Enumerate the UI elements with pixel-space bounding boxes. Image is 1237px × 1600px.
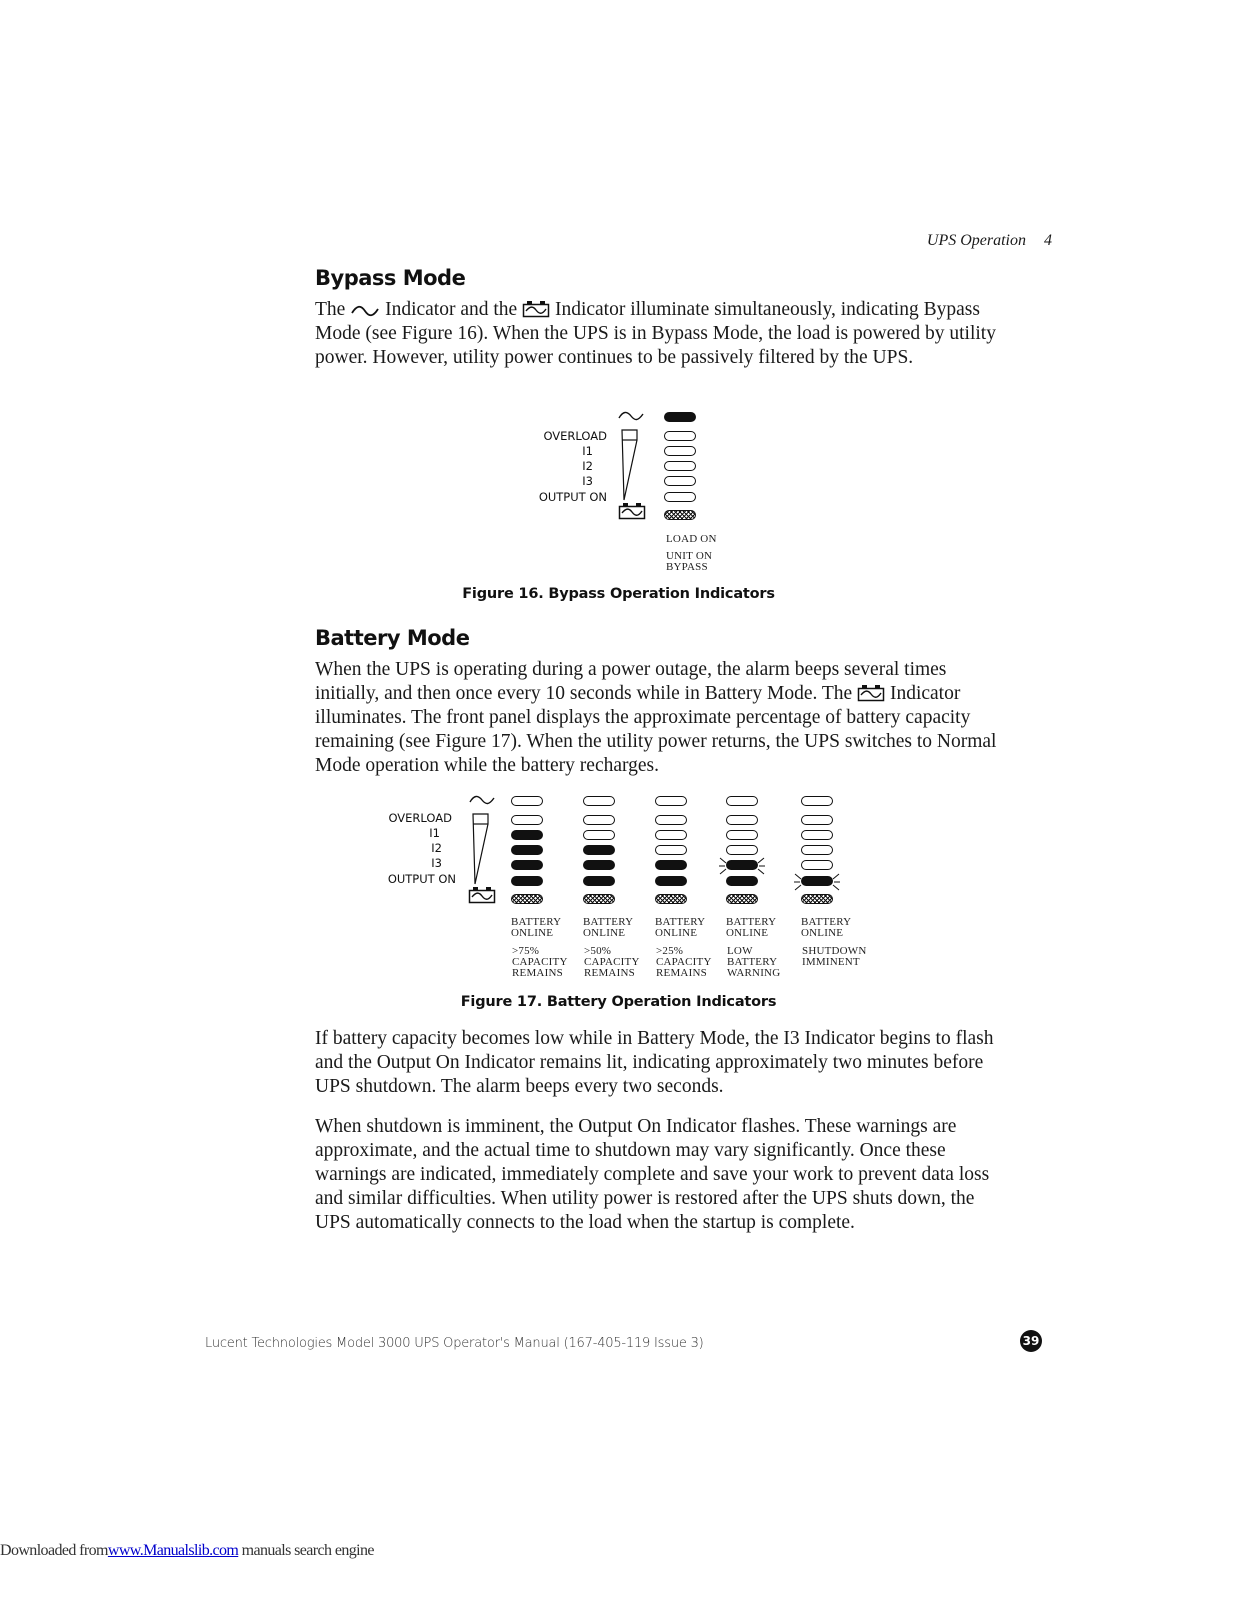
- battery-icon: [857, 684, 885, 702]
- led-indicator-0: [655, 796, 687, 806]
- manualslib-link[interactable]: www.Manualslib.com: [107, 1542, 239, 1559]
- led-indicator-4: [664, 476, 696, 486]
- battery-heading: Battery Mode: [315, 626, 470, 650]
- footer-manual-title: Lucent Technologies Model 3000 UPS Operator's Manual (167-405-119 Issue 3): [205, 1336, 704, 1351]
- download-notice: Downloaded fromwww.Manualslib.com manuals search engine: [0, 1542, 374, 1559]
- led-indicator-5: [583, 876, 615, 886]
- column-status-label: BATTERY ONLINE: [655, 916, 706, 939]
- led-column: [801, 796, 835, 906]
- header-chapter: 4: [1044, 232, 1052, 249]
- column-detail-label: SHUTDOWN IMMINENT: [802, 945, 867, 968]
- led-indicator-6: [511, 894, 543, 904]
- led-indicator-5: [655, 876, 687, 886]
- led-indicator-0: [664, 412, 696, 422]
- battery-state-column: [801, 796, 891, 986]
- column-status-label: BATTERY ONLINE: [726, 916, 777, 939]
- fig16-unit-on-bypass: UNIT ON BYPASS: [666, 550, 713, 573]
- bypass-heading: Bypass Mode: [315, 266, 466, 290]
- led-indicator-6: [726, 894, 758, 904]
- led-indicator-2: [801, 830, 833, 840]
- label-output-on: OUTPUT ON: [538, 490, 607, 504]
- led-indicator-1: [801, 815, 833, 825]
- led-indicator-3: [664, 461, 696, 471]
- led-indicator-2: [511, 830, 543, 840]
- label-i1: I1: [429, 826, 440, 840]
- led-indicator-0: [583, 796, 615, 806]
- led-indicator-5: [726, 876, 758, 886]
- sine-wave-icon: [350, 304, 380, 318]
- led-indicator-1: [655, 815, 687, 825]
- led-indicator-6: [655, 894, 687, 904]
- running-header: [0, 232, 1052, 250]
- led-column: [511, 796, 545, 906]
- column-detail-label: >50% CAPACITY REMAINS: [584, 945, 640, 979]
- battery-icon: [522, 300, 550, 318]
- bypass-paragraph: The Indicator and the Indicator illuminate simultaneously, indicating Bypass Mode (see Figure 16). When the UPS is in Bypass Mode, the load is powered by utility power. However, utility power continues to be passively filtered by the UPS.: [315, 299, 996, 368]
- column-status-label: BATTERY ONLINE: [583, 916, 634, 939]
- sine-wave-icon: [617, 410, 645, 422]
- led-indicator-2: [583, 830, 615, 840]
- led-indicator-1: [726, 815, 758, 825]
- shutdown-paragraph: When shutdown is imminent, the Output On Indicator flashes. These warnings are approximate, and the actual time to shutdown may vary significantly. Once these warnings are indicated, immediately complete and save your work to prevent data loss and similar difficulties. When utility power is restored after the UPS shuts down, the UPS automatically connects to the load when the startup is complete.: [315, 1116, 990, 1233]
- led-column: [655, 796, 689, 906]
- figure-16: [530, 408, 750, 578]
- column-detail-label: >25% CAPACITY REMAINS: [656, 945, 712, 979]
- header-section: UPS Operation: [926, 232, 1026, 249]
- label-output-on: OUTPUT ON: [387, 872, 456, 886]
- label-i3: I3: [582, 474, 593, 488]
- led-indicator-6: [664, 510, 696, 520]
- label-overload: OVERLOAD: [543, 429, 607, 443]
- led-indicator-0: [801, 796, 833, 806]
- figure-17: [380, 792, 900, 987]
- led-column: [583, 796, 617, 906]
- led-indicator-3: [583, 845, 615, 855]
- label-i1: I1: [582, 444, 593, 458]
- label-i3: I3: [431, 856, 442, 870]
- led-indicator-2: [664, 446, 696, 456]
- led-indicator-0: [726, 796, 758, 806]
- led-indicator-4: [801, 860, 833, 870]
- label-i2: I2: [582, 459, 593, 473]
- label-i2: I2: [431, 841, 442, 855]
- led-indicator-1: [583, 815, 615, 825]
- figure-16-caption: Figure 16. Bypass Operation Indicators: [462, 586, 775, 602]
- led-indicator-5: [511, 876, 543, 886]
- led-indicator-2: [655, 830, 687, 840]
- page-number-badge: 39: [1020, 1330, 1042, 1352]
- flash-rays-icon: [793, 872, 841, 892]
- label-overload: OVERLOAD: [388, 811, 452, 825]
- led-column: [726, 796, 760, 906]
- led-indicator-2: [726, 830, 758, 840]
- flash-rays-icon: [718, 856, 766, 876]
- led-indicator-6: [583, 894, 615, 904]
- column-detail-label: LOW BATTERY WARNING: [727, 945, 781, 979]
- led-indicator-1: [511, 815, 543, 825]
- led-indicator-4: [511, 860, 543, 870]
- led-indicator-3: [801, 845, 833, 855]
- led-indicator-3: [726, 845, 758, 855]
- column-detail-label: >75% CAPACITY REMAINS: [512, 945, 568, 979]
- led-indicator-3: [511, 845, 543, 855]
- led-indicator-0: [511, 796, 543, 806]
- led-indicator-1: [664, 431, 696, 441]
- led-indicator-5: [664, 492, 696, 502]
- led-indicator-3: [655, 845, 687, 855]
- column-status-label: BATTERY ONLINE: [801, 916, 852, 939]
- column-status-label: BATTERY ONLINE: [511, 916, 562, 939]
- led-columns: [380, 792, 900, 987]
- figure-17-caption: Figure 17. Battery Operation Indicators: [460, 994, 777, 1010]
- battery-icon: [618, 502, 646, 520]
- fig16-load-on: LOAD ON: [666, 533, 717, 545]
- led-column: [664, 412, 698, 522]
- led-indicator-4: [655, 860, 687, 870]
- load-bar-wedge: [620, 428, 640, 502]
- low-battery-paragraph: If battery capacity becomes low while in Battery Mode, the I3 Indicator begins to flash and the Output On Indicator remains lit, indicating approximately two minutes before UPS shutdown. The alarm beeps every two seconds.: [315, 1028, 994, 1097]
- battery-paragraph: When the UPS is operating during a power outage, the alarm beeps several times initially, and then once every 10 seconds while in Battery Mode. The Indicator illuminates. The front panel displays the approximate percentage of battery capacity remaining (see Figure 17). When the utility power returns, the UPS switches to Normal Mode operation while the battery recharges.: [315, 659, 997, 776]
- led-indicator-6: [801, 894, 833, 904]
- led-indicator-4: [583, 860, 615, 870]
